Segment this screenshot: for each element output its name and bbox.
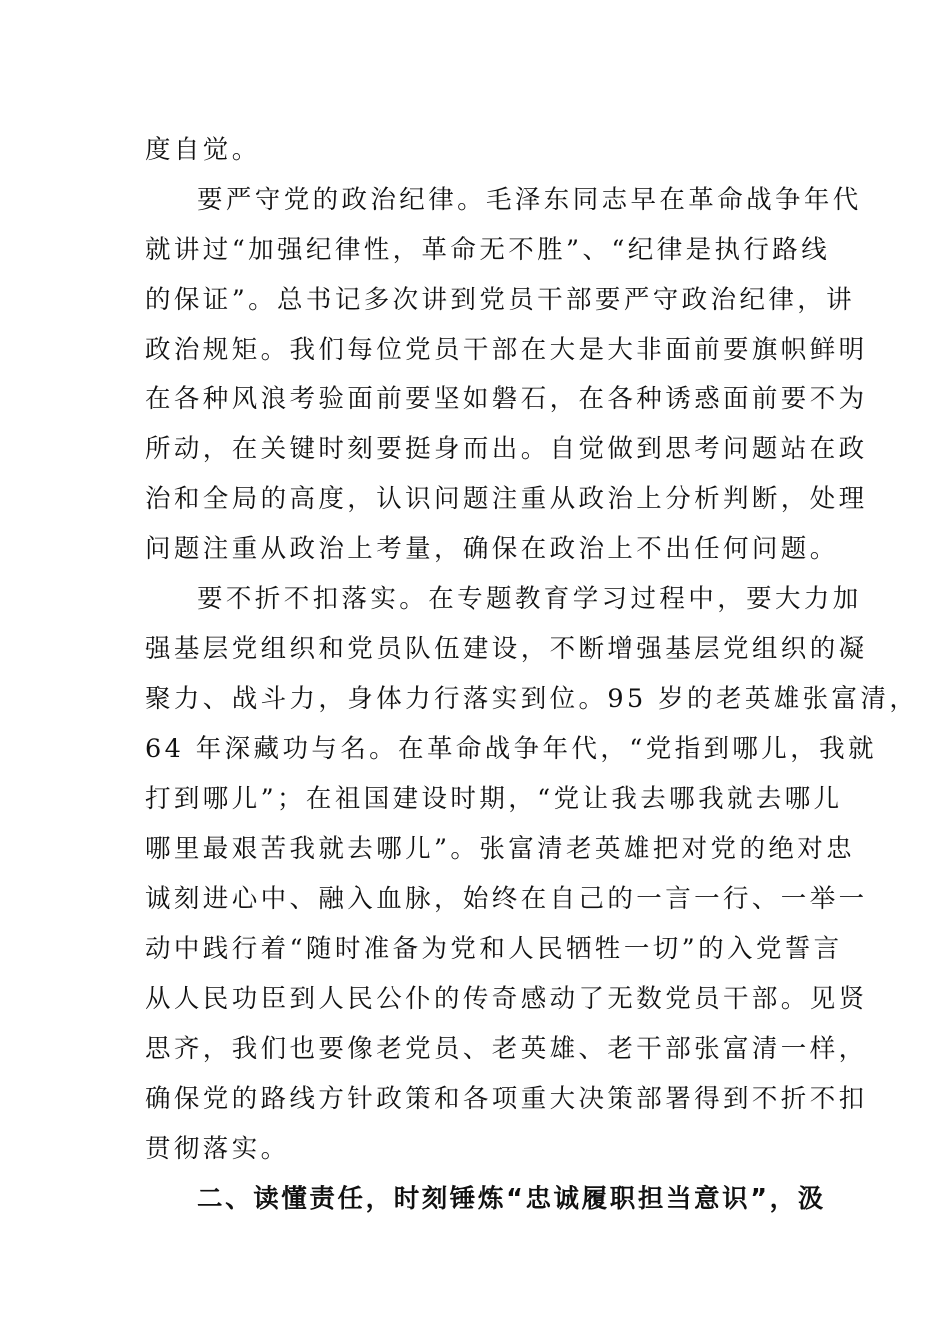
paragraph-line: 动中践行着“随时准备为党和人民牺牲一切”的入党誓言 xyxy=(145,934,843,964)
paragraph-line: 64 年深藏功与名。在革命战争年代，“党指到哪儿，我就 xyxy=(145,734,877,764)
paragraph-line: 在各种风浪考验面前要坚如磐石，在各种诱惑面前要不为 xyxy=(145,384,868,414)
paragraph-line: 聚力、战斗力，身体力行落实到位。95 岁的老英雄张富清， xyxy=(145,684,919,714)
paragraph-line: 问题注重从政治上考量，确保在政治上不出任何问题。 xyxy=(145,534,839,564)
paragraph-line: 所动，在关键时刻要挺身而出。自觉做到思考问题站在政 xyxy=(145,434,868,464)
paragraph-line: 从人民功臣到人民公仆的传奇感动了无数党员干部。见贤 xyxy=(145,984,868,1014)
paragraph-line: 诚刻进心中、融入血脉，始终在自己的一言一行、一举一 xyxy=(145,884,868,914)
paragraph-line: 确保党的路线方针政策和各项重大决策部署得到不折不扣 xyxy=(145,1084,868,1114)
paragraph-line: 政治规矩。我们每位党员干部在大是大非面前要旗帜鲜明 xyxy=(145,335,868,365)
paragraph-line: 要严守党的政治纪律。毛泽东同志早在革命战争年代 xyxy=(197,185,862,215)
paragraph-line: 强基层党组织和党员队伍建设，不断增强基层党组织的凝 xyxy=(145,634,868,664)
paragraph-line: 哪里最艰苦我就去哪儿”。张富清老英雄把对党的绝对忠 xyxy=(145,834,856,864)
paragraph-line: 治和全局的高度，认识问题注重从政治上分析判断，处理 xyxy=(145,484,868,514)
section-heading: 二、读懂责任，时刻锤炼“忠诚履职担当意识”，汲 xyxy=(197,1184,826,1214)
paragraph-line: 打到哪儿”；在祖国建设时期，“党让我去哪我就去哪儿 xyxy=(145,784,843,814)
paragraph-line: 贯彻落实。 xyxy=(145,1134,290,1164)
paragraph-line: 就讲过“加强纪律性，革命无不胜”、“纪律是执行路线 xyxy=(145,235,831,265)
paragraph-line: 思齐，我们也要像老党员、老英雄、老干部张富清一样， xyxy=(145,1034,868,1064)
paragraph-line: 要不折不扣落实。在专题教育学习过程中，要大力加 xyxy=(197,584,862,614)
paragraph-line: 度自觉。 xyxy=(145,135,261,165)
paragraph-line: 的保证”。总书记多次讲到党员干部要严守政治纪律，讲 xyxy=(145,285,856,315)
